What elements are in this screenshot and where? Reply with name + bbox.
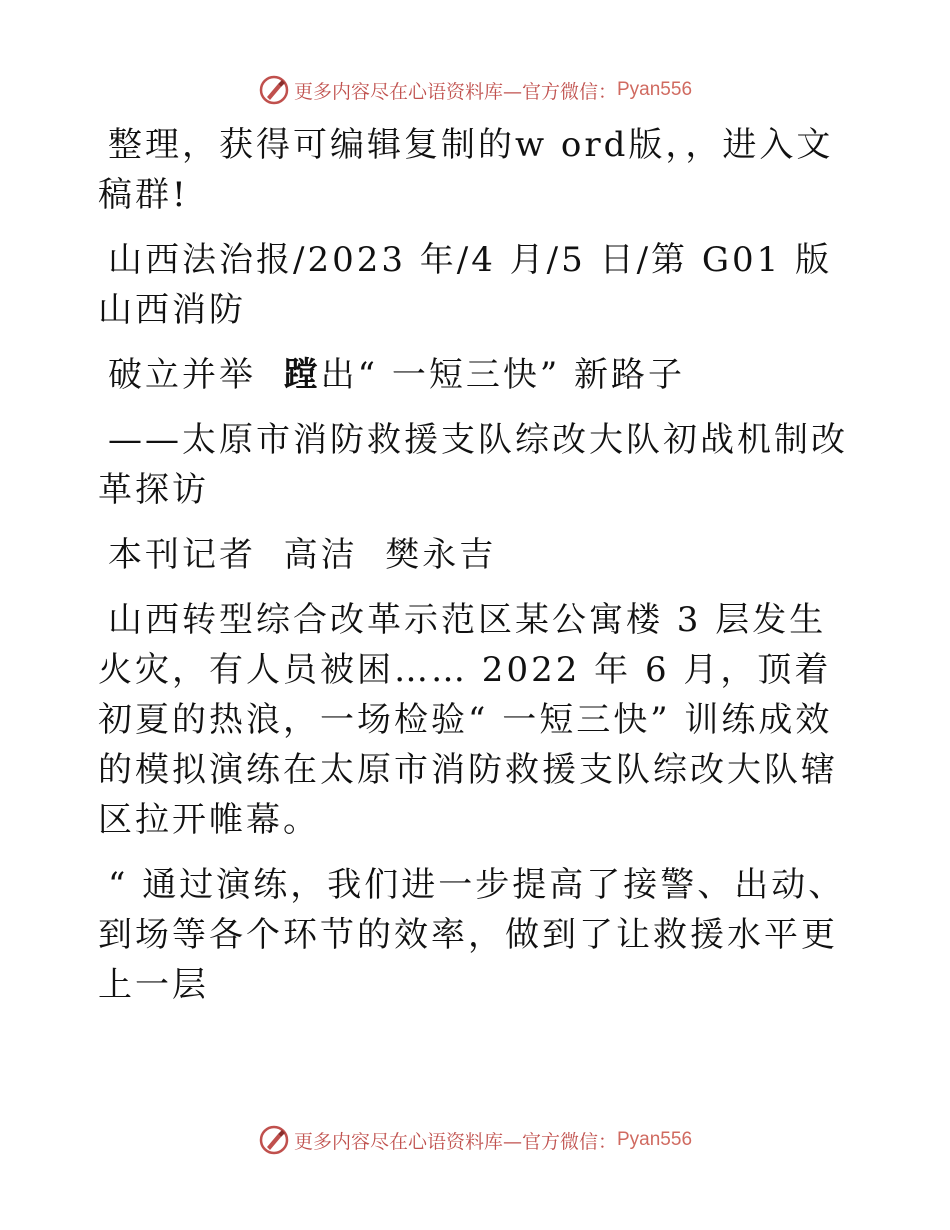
body-paragraph-1: 山西转型综合改革示范区某公寓楼 3 层发生火灾，有人员被困…… 2022 年 6 月，顶着初夏的热浪，一场检验“ 一短三快” 训练成效的模拟演练在太原市消防救援支队综改大队辖区拉开帷幕。 <box>98 600 838 840</box>
banner-text: 更多内容尽在心语资料库—官方微信： <box>293 80 617 103</box>
footer-banner <box>0 1120 950 1160</box>
header-banner <box>0 70 950 110</box>
subheadline: ——太原市消防救援支队综改大队初战机制改革探访 <box>98 420 848 510</box>
banner-wechat-id: Pyan556 <box>617 79 693 100</box>
headline-part2: 出“ 一短三快” 新路子 <box>320 355 686 395</box>
banner-text: 更多内容尽在心语资料库—官方微信： <box>293 1130 617 1153</box>
body-paragraph-2: “ 通过演练，我们进一步提高了接警、出动、到场等各个环节的效率，做到了让救援水平更上一层 <box>98 865 846 1005</box>
pen-logo-icon <box>258 74 290 106</box>
pen-logo-icon <box>258 1124 290 1156</box>
headline-part1: 破立并举 <box>108 355 284 395</box>
source-line: 山西法治报/2023 年/4 月/5 日/第 G01 版山西消防 <box>98 240 833 330</box>
intro-paragraph: 整理，获得可编辑复制的w ord版，，进入文稿群! <box>98 125 834 215</box>
headline <box>98 350 858 400</box>
document-body <box>98 120 858 1025</box>
byline: 本刊记者 高洁 樊永吉 <box>108 535 497 575</box>
headline-bold-char: 蹚 <box>283 355 321 395</box>
banner-wechat-id: Pyan556 <box>617 1129 693 1150</box>
